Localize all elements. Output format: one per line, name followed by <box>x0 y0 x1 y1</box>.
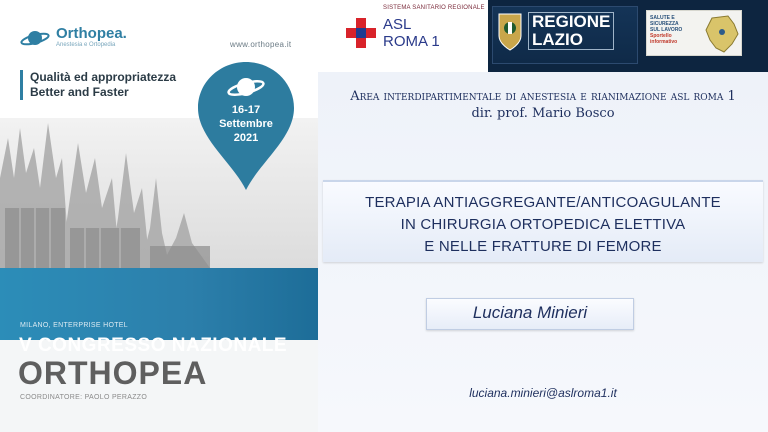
congress-poster <box>0 0 318 432</box>
asl-system-label: SISTEMA SANITARIO REGIONALE <box>383 5 485 11</box>
logo-subtitle: Anestesia e Ortopedia <box>56 42 116 48</box>
safety-line-1: SALUTE E SICUREZZA <box>650 15 679 27</box>
safety-line-3: Sportello informativo <box>650 33 678 45</box>
congress-title: V CONGRESSO NAZIONALE <box>19 335 288 356</box>
speaker-email: luciana.minieri@aslroma1.it <box>469 386 617 400</box>
event-month: Settembre <box>219 118 273 130</box>
event-year: 2021 <box>233 132 259 144</box>
lazio-line-2: LAZIO <box>532 30 583 49</box>
tagline <box>20 70 176 100</box>
venue-text: MILANO, ENTERPRISE HOTEL <box>20 322 128 329</box>
tagline-line-1: Qualità ed appropriatezza <box>30 70 177 84</box>
asl-line-2: ROMA 1 <box>383 33 440 50</box>
planet-icon <box>226 72 266 102</box>
safety-line-2: SUL LAVORO <box>650 27 683 33</box>
lazio-map-icon <box>704 14 740 54</box>
title-line-2: IN CHIRURGIA ORTOPEDICA ELETTIVA <box>400 216 686 233</box>
event-days: 16-17 <box>231 104 261 116</box>
coordinator-text: COORDINATORE: PAOLO PERAZZO <box>20 394 148 401</box>
event-date <box>198 103 294 145</box>
website-url: www.orthopea.it <box>230 40 292 49</box>
lazio-title <box>528 12 614 50</box>
speaker-name: Luciana Minieri <box>472 303 588 322</box>
lazio-line-1: REGIONE <box>532 12 611 31</box>
orthopea-logo <box>20 26 127 49</box>
lazio-emblem-icon <box>497 12 523 52</box>
safety-text <box>650 15 700 45</box>
planet-logo-icon <box>20 27 50 49</box>
department-heading: Area interdipartimentale di anestesia e rianimazione asl roma 1 <box>350 89 736 104</box>
logo-name: Orthopea. <box>56 25 127 42</box>
asl-line-1: ASL <box>383 16 412 33</box>
asl-logo-text <box>383 16 440 50</box>
red-cross-icon <box>346 18 376 48</box>
director-line: dir. prof. Mario Bosco <box>471 106 615 121</box>
brand-title: ORTHOPEA <box>18 355 208 391</box>
tagline-line-2: Better and Faster <box>30 85 129 99</box>
title-line-3: E NELLE FRATTURE DI FEMORE <box>424 238 662 255</box>
title-line-1: TERAPIA ANTIAGGREGANTE/ANTICOAGULANTE <box>365 194 721 211</box>
